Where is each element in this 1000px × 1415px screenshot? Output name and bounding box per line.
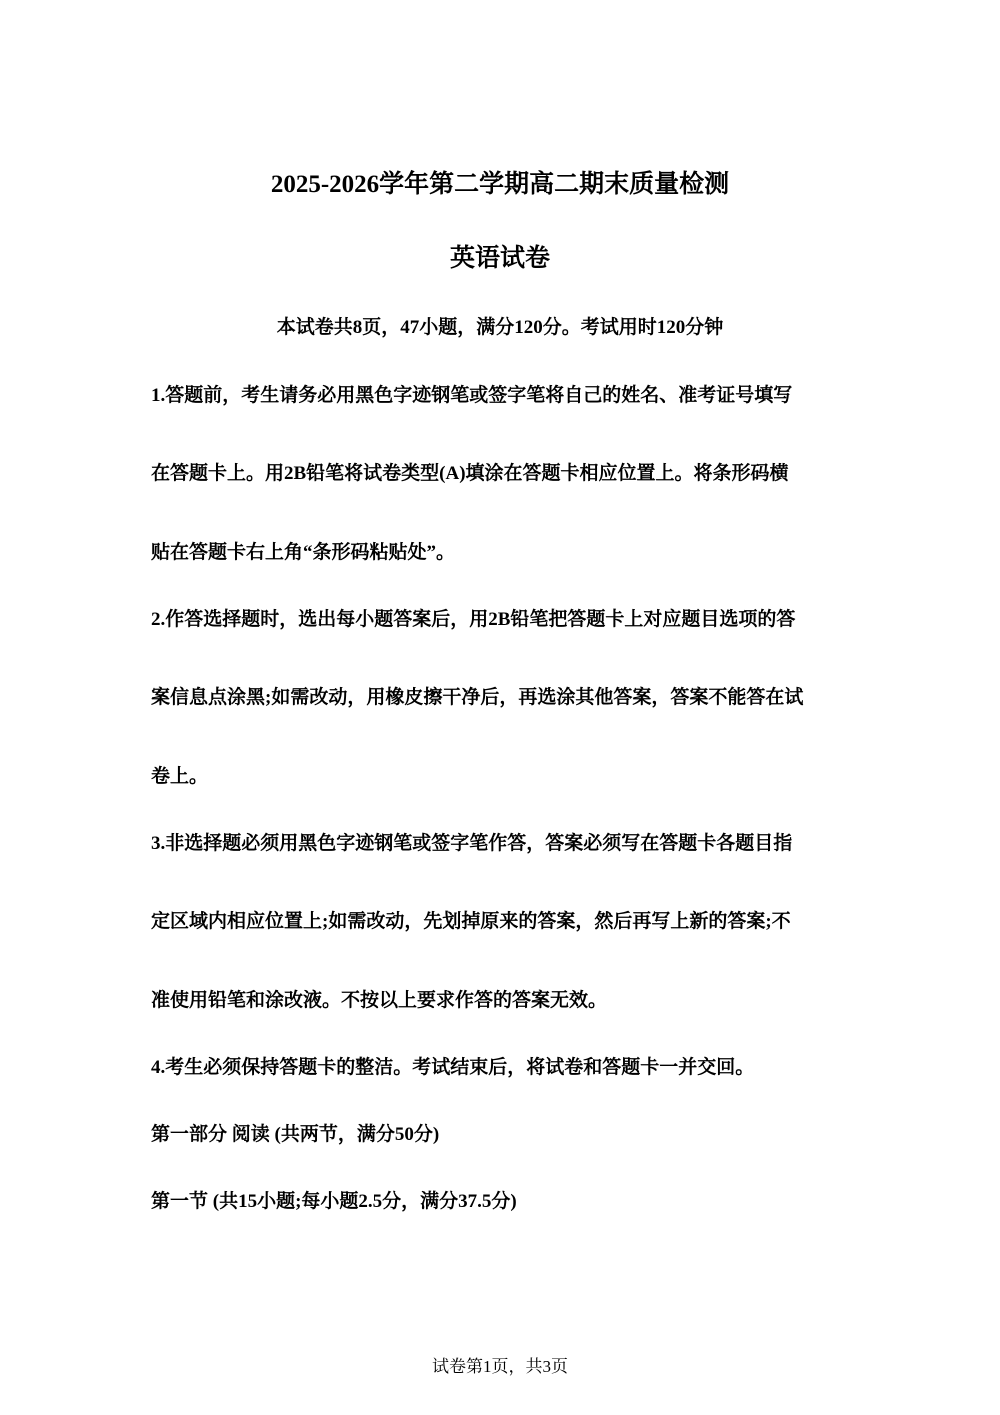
- exam-subject: 英语试卷: [449, 245, 550, 272]
- instruction-line: 卷上。: [151, 766, 209, 787]
- page-footer: 试卷第1页，共3页: [432, 1357, 568, 1376]
- instruction-line: 1.答题前，考生请务必用黑色字迹钢笔或签字笔将自己的姓名、准考证号填写: [151, 385, 793, 406]
- part-heading: 第一部分 阅读 (共两节，满分50分): [151, 1124, 440, 1145]
- instruction-line: 贴在答题卡右上角“条形码粘贴处”。: [151, 542, 456, 563]
- instruction-line: 定区域内相应位置上;如需改动，先划掉原来的答案，然后再写上新的答案;不: [151, 911, 791, 932]
- exam-title: 2025-2026学年第二学期高二期末质量检测: [270, 171, 730, 198]
- instruction-line: 2.作答选择题时，选出每小题答案后，用2B铅笔把答题卡上对应题目选项的答: [151, 609, 796, 630]
- section-heading: 第一节 (共15小题;每小题2.5分，满分37.5分): [151, 1191, 517, 1212]
- instruction-line: 4.考生必须保持答题卡的整洁。考试结束后，将试卷和答题卡一并交回。: [151, 1057, 755, 1078]
- instruction-line: 在答题卡上。用2B铅笔将试卷类型(A)填涂在答题卡相应位置上。将条形码横: [151, 463, 789, 484]
- exam-info: 本试卷共8页，47小题，满分120分。考试用时120分钟: [276, 317, 724, 338]
- instruction-line: 准使用铅笔和涂改液。不按以上要求作答的答案无效。: [151, 990, 608, 1011]
- instruction-line: 3.非选择题必须用黑色字迹钢笔或签字笔作答，答案必须写在答题卡各题目指: [151, 833, 793, 854]
- instruction-line: 案信息点涂黑;如需改动，用橡皮擦干净后，再选涂其他答案，答案不能答在试: [151, 687, 804, 708]
